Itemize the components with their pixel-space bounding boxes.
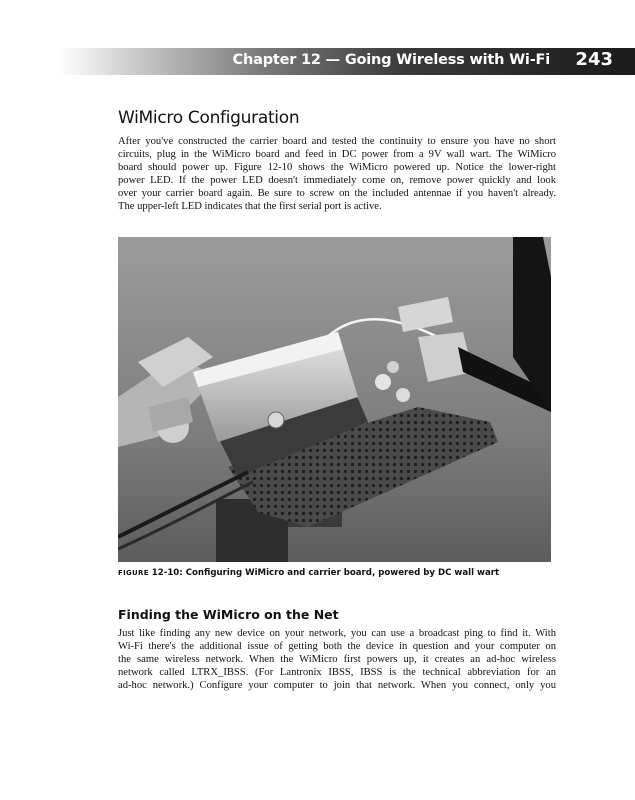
paragraph-line: power LED. If the power LED doesn't immediately come on, remove power quickly and look — [118, 175, 556, 187]
paragraph-line: ad-hoc network.) Configure your computer to join that network. When you connect, only you — [118, 680, 556, 692]
paragraph-line: the same wireless network. When the WiMicro first powers up, it creates an ad-hoc wireless — [118, 654, 556, 666]
paragraph-line: board should power up. Figure 12-10 shows the WiMicro powered up. Notice the lower-right — [118, 162, 556, 174]
paragraph-line: circuits, plug in the WiMicro board and feed in DC power from a 9V wall wart. The WiMicro — [118, 149, 556, 161]
paragraph-line: The upper-left LED indicates that the first serial port is active. — [118, 201, 382, 213]
section-heading: WiMicro Configuration — [118, 108, 300, 128]
running-header — [60, 48, 635, 75]
paragraph-line: network called LTRX_IBSS. (For Lantronix IBSS, IBSS is the technical abbreviation for an — [118, 667, 556, 679]
figure-photo — [118, 237, 551, 562]
paragraph-line: over your carrier board again. Be sure to screw on the included antennae if you haven't already. — [118, 188, 556, 200]
board-photo-illustration — [118, 237, 551, 562]
paragraph-line: Wi-Fi there's the additional issue of getting both the device in question and your computer on — [118, 641, 556, 653]
page-number: 243 — [575, 49, 613, 70]
figure-caption — [118, 568, 499, 578]
paragraph-line: After you've constructed the carrier board and tested the continuity to ensure you have no short — [118, 136, 556, 147]
paragraph-line: Just like finding any new device on your network, you can use a broadcast ping to find it. With — [118, 628, 556, 639]
chapter-title: Chapter 12 — Going Wireless with Wi-Fi — [232, 52, 550, 68]
figure-caption-text: 12-10: Configuring WiMicro and carrier board, powered by DC wall wart — [148, 568, 500, 578]
figure-label: FIGURE — [118, 569, 149, 577]
subsection-paragraph — [118, 627, 556, 692]
subsection-heading: Finding the WiMicro on the Net — [118, 607, 339, 622]
section-paragraph — [118, 135, 556, 214]
